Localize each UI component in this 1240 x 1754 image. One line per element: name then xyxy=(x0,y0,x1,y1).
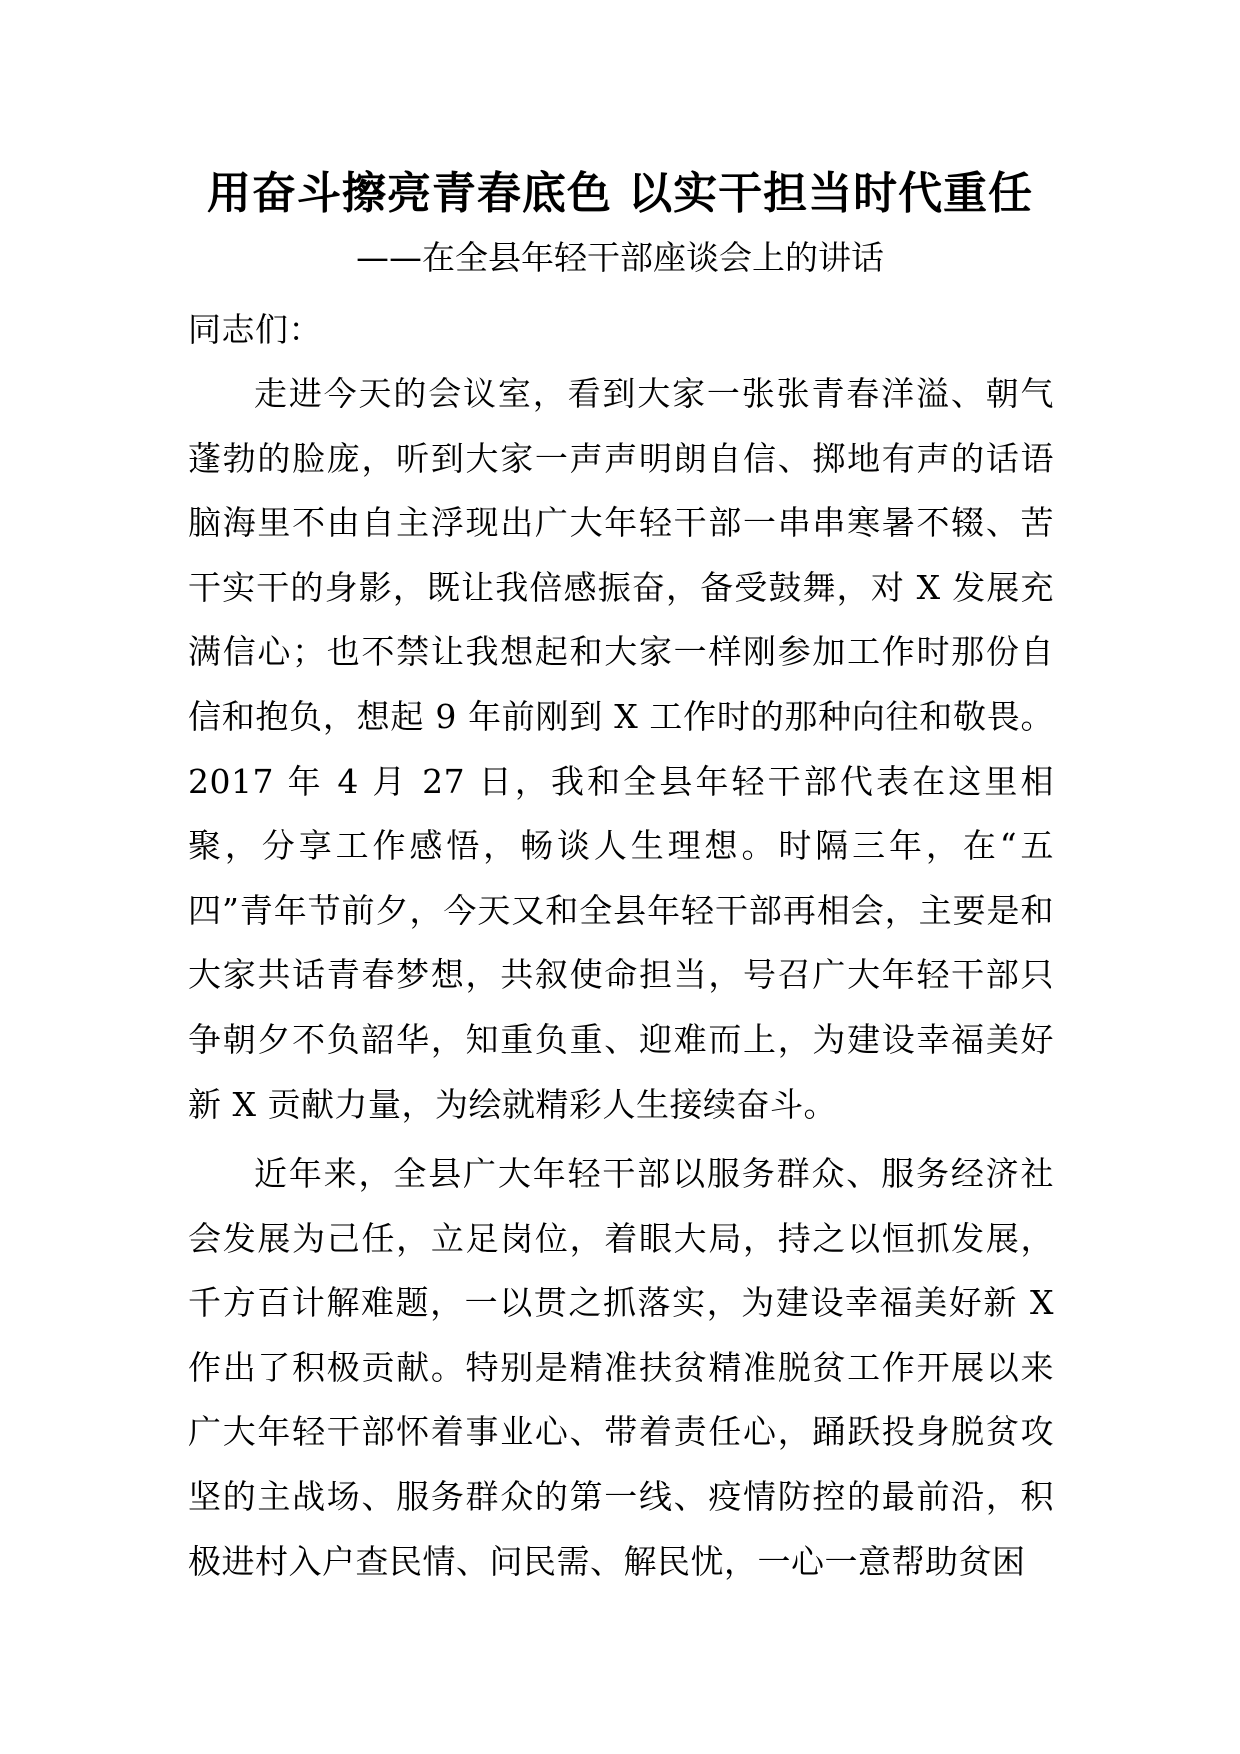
salutation: 同志们： xyxy=(188,310,322,349)
paragraph-2: 近年来，全县广大年轻干部以服务群众、服务经济社会发展为己任，立足岗位，着眼大局，持之以恒抓发展，千方百计解难题，一以贯之抓落实，为建设幸福美好新 X 作出了积极贡献。特别是精准扶贫精准脱贫工作开展以来广大年轻干部怀着事业心、带着责任心，踊跃投身脱贫攻坚的主战场、服务群众的第一线、疫情防控的最前沿，积极进村入户查民情、问民需、解民忧，一心一意帮助贫困 xyxy=(188,1154,1054,1581)
paragraph-1: 走进今天的会议室，看到大家一张张青春洋溢、朝气蓬勃的脸庞，听到大家一声声明朗自信、掷地有声的话语脑海里不由自主浮现出广大年轻干部一串串寒暑不辍、苦干实干的身影，既让我倍感振奋，备受鼓舞，对 X 发展充满信心；也不禁让我想起和大家一样刚参加工作时那份自信和抱负，想起 9 年前刚到 X 工作时的那种向往和敬畏。2017 年 4 月 27 日，我和全县年轻干部代表在这里相聚，分享工作感悟，畅谈人生理想。时隔三年，在“五四”青年节前夕，今天又和全县年轻干部再相会，主要是和大家共话青春梦想，共叙使命担当，号召广大年轻干部只争朝夕不负韶华，知重负重、迎难而上，为建设幸福美好新 X 贡献力量，为绘就精彩人生接续奋斗。 xyxy=(188,374,1054,1124)
document-subtitle: ——在全县年轻干部座谈会上的讲话 xyxy=(356,238,884,277)
document-title: 用奋斗擦亮青春底色 以实干担当时代重任 xyxy=(206,168,1034,219)
